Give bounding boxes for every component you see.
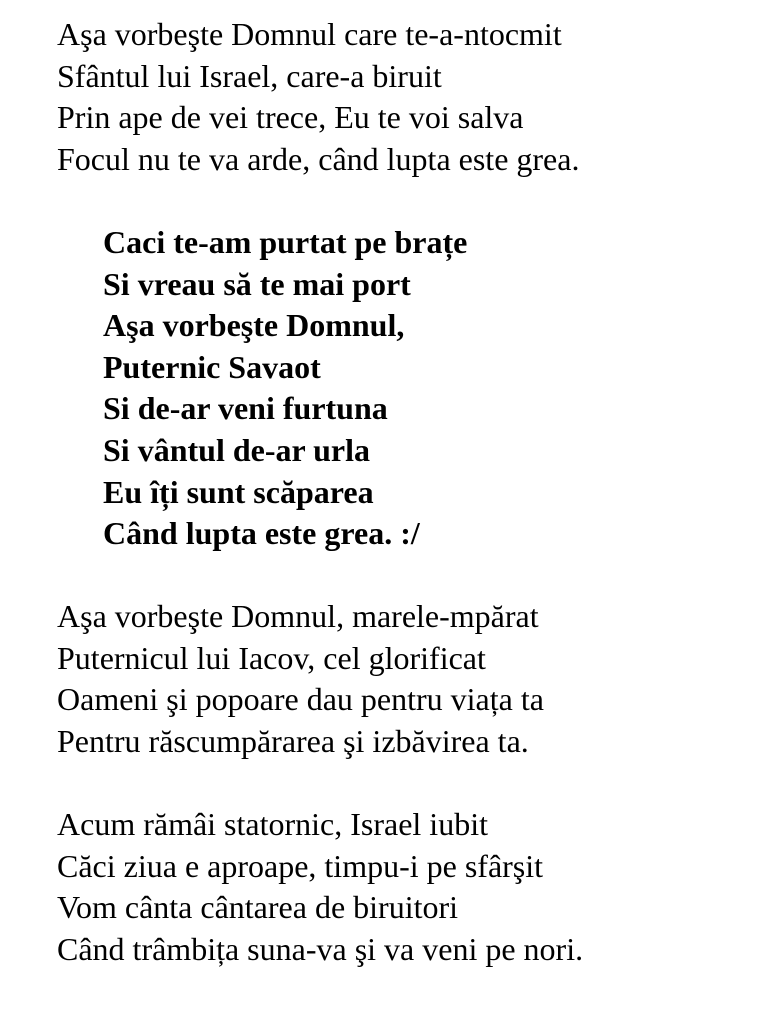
stanza-line: Când trâmbița suna-va şi va veni pe nori. bbox=[57, 930, 584, 967]
chorus-line: Caci te-am purtat pe brațe bbox=[103, 224, 468, 260]
chorus-line: Si de-ar veni furtuna bbox=[103, 390, 388, 427]
stanza-line: Aşa vorbeşte Domnul, marele-mpărat bbox=[57, 598, 539, 634]
stanza-line: Puternicul lui Iacov, cel glorificat bbox=[57, 639, 486, 676]
stanza-3 bbox=[57, 804, 583, 970]
stanza-line: Vom cânta cântarea de biruitori bbox=[57, 889, 459, 926]
stanza-line: Căci ziua e aproape, timpu-i pe sfârşit bbox=[57, 847, 544, 884]
stanza-line: Acum rămâi statornic, Israel iubit bbox=[57, 806, 488, 842]
chorus-line: Si vreau să te mai port bbox=[103, 265, 411, 302]
stanza-2 bbox=[57, 596, 544, 762]
stanza-line: Aşa vorbeşte Domnul care te-a-ntocmit bbox=[57, 16, 562, 52]
stanza-line: Oameni şi popoare dau pentru viața ta bbox=[57, 681, 544, 718]
stanza-line: Focul nu te va arde, când lupta este grea. bbox=[57, 140, 580, 177]
stanza-line: Prin ape de vei trece, Eu te voi salva bbox=[57, 99, 524, 136]
chorus bbox=[103, 222, 467, 555]
chorus-line: Când lupta este grea. :/ bbox=[103, 515, 420, 552]
stanza-line: Sfântul lui Israel, care-a biruit bbox=[57, 57, 442, 94]
chorus-line: Si vântul de-ar urla bbox=[103, 431, 370, 468]
stanza-line: Pentru răscumpărarea şi izbăvirea ta. bbox=[57, 722, 529, 759]
chorus-line: Puternic Savaot bbox=[103, 348, 321, 385]
chorus-line: Aşa vorbeşte Domnul, bbox=[103, 307, 405, 344]
chorus-line: Eu îți sunt scăparea bbox=[103, 473, 374, 510]
stanza-1 bbox=[57, 14, 579, 180]
